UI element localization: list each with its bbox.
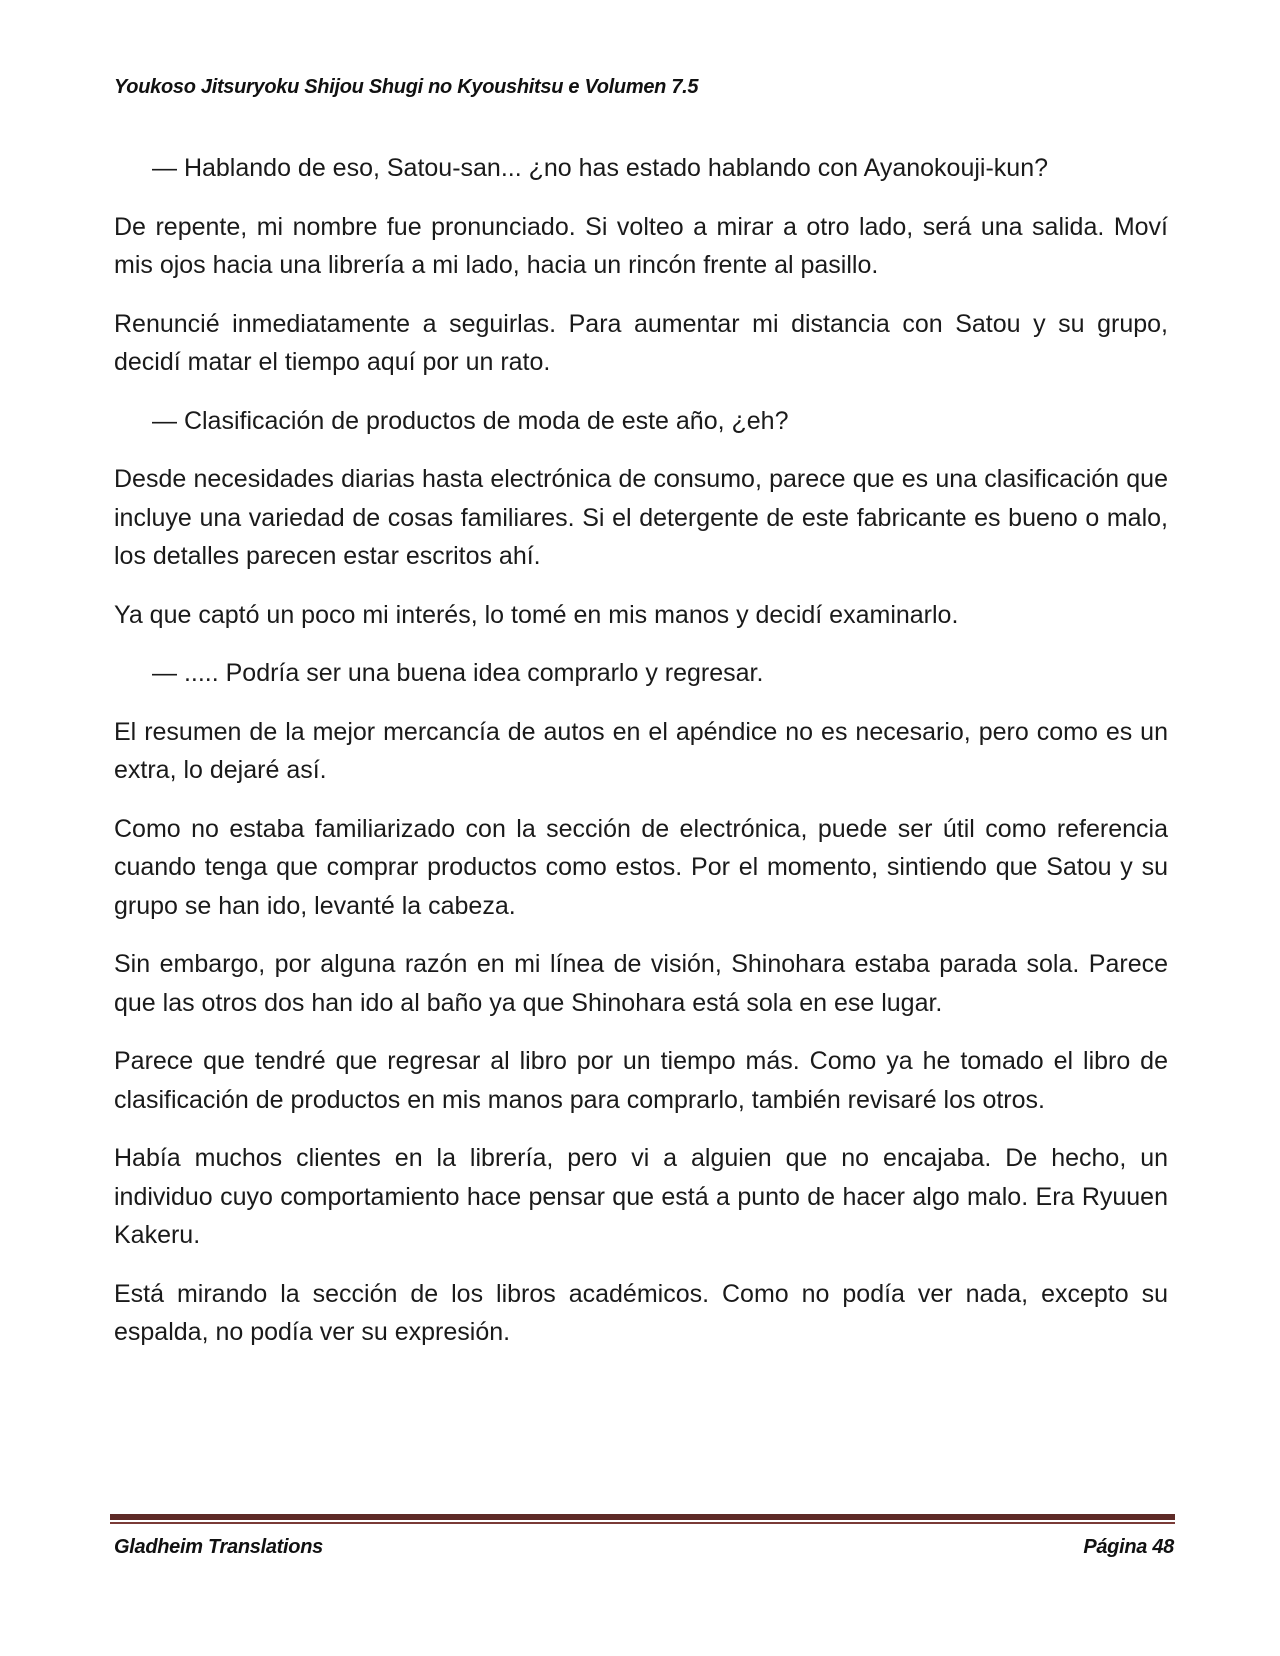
- dialogue-line: — Hablando de eso, Satou-san... ¿no has estado hablando con Ayanokouji-kun?: [152, 154, 1048, 182]
- paragraph: Está mirando la sección de los libros académicos. Como no podía ver nada, excepto su espalda, no podía ver su expresión.: [114, 1279, 1168, 1346]
- paragraph: De repente, mi nombre fue pronunciado. Si volteo a mirar a otro lado, será una salida. Moví mis ojos hacia una librería a mi lado, hacia un rincón frente al pasillo.: [114, 212, 1168, 279]
- paragraph: Ya que captó un poco mi interés, lo tomé en mis manos y decidí examinarlo.: [114, 600, 959, 629]
- paragraph: El resumen de la mejor mercancía de autos en el apéndice no es necesario, pero como es un extra, lo dejaré así.: [114, 717, 1168, 784]
- paragraph: Renuncié inmediatamente a seguirlas. Para aumentar mi distancia con Satou y su grupo, decidí matar el tiempo aquí por un rato.: [114, 309, 1168, 376]
- paragraph: Había muchos clientes en la librería, pero vi a alguien que no encajaba. De hecho, un individuo cuyo comportamiento hace pensar que está a punto de hacer algo malo. Era Ryuuen Kakeru.: [114, 1144, 1168, 1249]
- dialogue-line: — ..... Podría ser una buena idea comprarlo y regresar.: [152, 659, 764, 687]
- paragraph: Sin embargo, por alguna razón en mi línea de visión, Shinohara estaba parada sola. Parece que las otros dos han ido al baño ya que Shinohara está sola en ese lugar.: [114, 950, 1168, 1017]
- page-body: [114, 149, 1168, 1372]
- dialogue-line: — Clasificación de productos de moda de este año, ¿eh?: [152, 406, 789, 435]
- footer-rule-thick: [110, 1514, 1175, 1520]
- paragraph: Parece que tendré que regresar al libro por un tiempo más. Como ya he tomado el libro de clasificación de productos en mis manos para comprarlo, también revisaré los otros.: [114, 1047, 1168, 1114]
- page-number: Página 48: [1083, 1536, 1174, 1558]
- paragraph: Desde necesidades diarias hasta electrónica de consumo, parece que es una clasificación que incluye una variedad de cosas familiares. Si el detergente de este fabricante es bueno o malo, los detalles parecen estar escritos ahí.: [114, 465, 1168, 570]
- footer-rule-thin: [110, 1522, 1175, 1524]
- running-header: Youkoso Jitsuryoku Shijou Shugi no Kyoushitsu e Volumen 7.5: [114, 76, 699, 98]
- footer-translator: Gladheim Translations: [114, 1536, 323, 1558]
- paragraph: Como no estaba familiarizado con la sección de electrónica, puede ser útil como referencia cuando tenga que comprar productos como estos. Por el momento, sintiendo que Satou y su grupo se han ido, levanté la cabeza.: [114, 814, 1168, 920]
